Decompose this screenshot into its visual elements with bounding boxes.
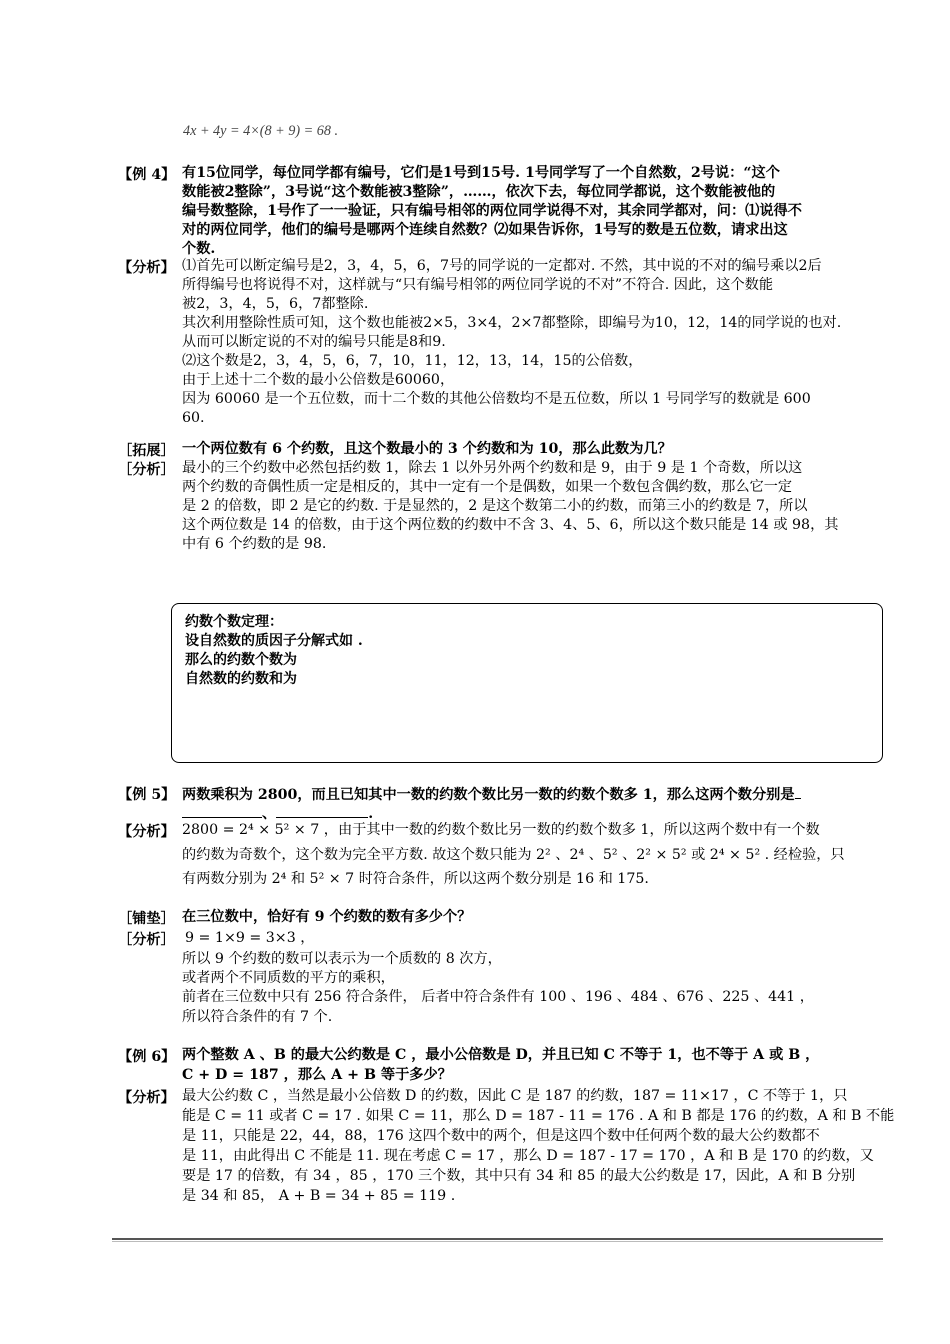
example-4-analysis-line: 60. <box>182 410 205 426</box>
theorem-line: 那么的约数个数为 <box>185 652 297 668</box>
example-4-problem-line: 有15位同学，每位同学都有编号，它们是1号到15号. 1号同学写了一个自然数，2号说：“这个 <box>182 165 780 181</box>
example-5-analysis-label: 【分析】 <box>118 824 175 840</box>
example-6-analysis-line: 要是 17 的倍数，有 34 ，85 ，170 三个数，其中只有 34 和 85 的最大公约数是 17，因此，A 和 B 分别 <box>182 1168 856 1184</box>
example-6-problem-line: C + D = 187 ，那么 A + B 等于多少？ <box>182 1067 452 1083</box>
example-4-analysis-line: 被2，3，4，5，6，7都整除. <box>182 296 369 312</box>
extension-analysis-line: 中有 6 个约数的是 98. <box>182 536 327 552</box>
example-5-analysis-line: 有两数分别为 2⁴ 和 5² × 7 时符合条件，所以这两个数分别是 16 和 175. <box>182 871 649 887</box>
example-5-analysis-line: 2800 = 2⁴ × 5² × 7 ，由于其中一数的约数个数比另一数的约数个数多 1，所以这两个数中有一个数 <box>182 822 820 838</box>
pad-analysis-line: 9 = 1×9 = 3×3 ， <box>185 930 315 946</box>
example-6-label: 【例 6】 <box>118 1049 176 1065</box>
example-6-analysis-line: 能是 C = 11 或者 C = 17 . 如果 C = 11，那么 D = 187 - 11 = 176 . A 和 B 都是 176 的约数，A 和 B 不能 <box>182 1108 895 1124</box>
example-4-analysis-line: 其次利用整除性质可知，这个数也能被2×5，3×4，2×7都整除，即编号为10，12，14的同学说的也对. <box>182 315 842 331</box>
example-5-problem <box>182 784 801 805</box>
example-4-problem-line: 编号数整除，1号作了一一验证，只有编号相邻的两位同学说得不对，其余同学都对，问：⑴说得不 <box>182 203 802 219</box>
extension-analysis-line: 最小的三个约数中必然包括约数 1，除去 1 以外另外两个约数和是 9，由于 9 是 1 个奇数，所以这 <box>182 460 803 476</box>
example-4-analysis-line: 由于上述十二个数的最小公倍数是60060， <box>182 372 455 388</box>
example-6-analysis-line: 是 11，只能是 22，44，88，176 这四个数中的两个，但是这四个数中任何两个数的最大公约数都不 <box>182 1128 820 1144</box>
example-6-analysis-label: 【分析】 <box>118 1090 175 1106</box>
example-4-analysis-line: 因为 60060 是一个五位数，而十二个数的其他公倍数均不是五位数，所以 1 号同学写的数就是 600 <box>182 391 811 407</box>
extension-analysis-label: ［分析］ <box>118 462 175 478</box>
answer-blank[interactable] <box>795 784 801 799</box>
formula-line: 4x + 4y = 4×(8 + 9) = 68 . <box>183 123 339 139</box>
theorem-line: 自然数的约数和为 <box>185 671 297 687</box>
example-4-problem-line: 个数. <box>182 241 216 257</box>
example-4-analysis-line: ⑵这个数是2，3，4，5，6，7，10，11，12，13，14，15的公倍数， <box>182 353 643 369</box>
example-5-problem-text: 两数乘积为 2800，而且已知其中一数的约数个数比另一数的约数个数多 1，那么这两个数分别是 <box>182 787 795 803</box>
example-5-analysis-line: 的约数为奇数个，这个数为完全平方数. 故这个数只能为 2² 、2⁴ 、5² 、2² × 5² 或 2⁴ × 5² . 经检验，只 <box>182 847 845 863</box>
example-6-analysis-line: 是 34 和 85， A + B = 34 + 85 = 119 . <box>182 1188 456 1204</box>
pad-analysis-line: 前者在三位数中只有 256 符合条件， 后者中符合条件有 100 、196 、484 、676 、225 、441 ， <box>182 989 814 1005</box>
extension-problem: 一个两位数有 6 个约数，且这个数最小的 3 个约数和为 10，那么此数为几？ <box>182 441 672 457</box>
extension-analysis-line: 这个两位数是 14 的倍数，由于这个两位数的约数中不含 3、4、5、6，所以这个数只能是 14 或 98，其 <box>182 517 839 533</box>
example-4-analysis-line: 所得编号也将说得不对，这样就与“只有编号相邻的两位同学说的不对”不符合. 因此，这个数能 <box>182 277 774 293</box>
answer-blank[interactable] <box>182 803 262 818</box>
pad-analysis-line: 所以符合条件的有 7 个. <box>182 1009 333 1025</box>
answer-blank[interactable] <box>276 803 368 818</box>
pad-analysis-line: 所以 9 个约数的数可以表示为一个质数的 8 次方， <box>182 951 502 967</box>
example-4-problem-line: 对的两位同学，他们的编号是哪两个连续自然数？⑵如果告诉你，1号写的数是五位数，请求出这 <box>182 222 788 238</box>
example-4-analysis-label: 【分析】 <box>118 260 175 276</box>
footer-rule-shadow <box>112 1241 883 1242</box>
example-6-problem-line: 两个整数 A 、B 的最大公约数是 C ，最小公倍数是 D，并且已知 C 不等于 1，也不等于 A 或 B ， <box>182 1047 820 1063</box>
blank-separator: 、 <box>262 806 277 822</box>
example-4-analysis-line: ⑴首先可以断定编号是2，3，4，5，6，7号的同学说的一定都对. 不然，其中说的不对的编号乘以2后 <box>182 258 822 274</box>
blank-end: . <box>368 806 374 822</box>
pad-analysis-label: ［分析］ <box>118 932 175 948</box>
pad-analysis-line: 或者两个不同质数的平方的乘积， <box>182 970 395 986</box>
example-4-problem-line: 数能被2整除”，3号说“这个数能被3整除”，……，依次下去，每位同学都说，这个数能被他的 <box>182 184 776 200</box>
pad-label: ［铺垫］ <box>118 911 175 927</box>
pad-problem: 在三位数中，恰好有 9 个约数的数有多少个？ <box>182 909 472 925</box>
footer-rule <box>112 1238 883 1240</box>
example-6-analysis-line: 最大公约数 C ，当然是最小公倍数 D 的约数，因此 C 是 187 的约数，187 = 11×17 ，C 不等于 1，只 <box>182 1088 848 1104</box>
example-4-analysis-line: 从而可以断定说的不对的编号只能是8和9. <box>182 334 446 350</box>
example-6-analysis-line: 是 11，由此得出 C 不能是 11. 现在考虑 C = 17 ，那么 D = 187 - 17 = 170 ，A 和 B 是 170 的约数，又 <box>182 1148 874 1164</box>
example-4-label: 【例 4】 <box>118 167 176 183</box>
theorem-title: 约数个数定理： <box>185 614 283 630</box>
theorem-line: 设自然数的质因子分解式如 . <box>185 633 363 649</box>
example-5-label: 【例 5】 <box>118 787 176 803</box>
extension-label: ［拓展］ <box>118 443 175 459</box>
extension-analysis-line: 两个约数的奇偶性质一定是相反的，其中一定有一个是偶数，如果一个数包含偶约数，那么它一定 <box>182 479 793 495</box>
extension-analysis-line: 是 2 的倍数，即 2 是它的约数. 于是显然的，2 是这个数第二小的约数，而第三小的约数是 7，所以 <box>182 498 808 514</box>
